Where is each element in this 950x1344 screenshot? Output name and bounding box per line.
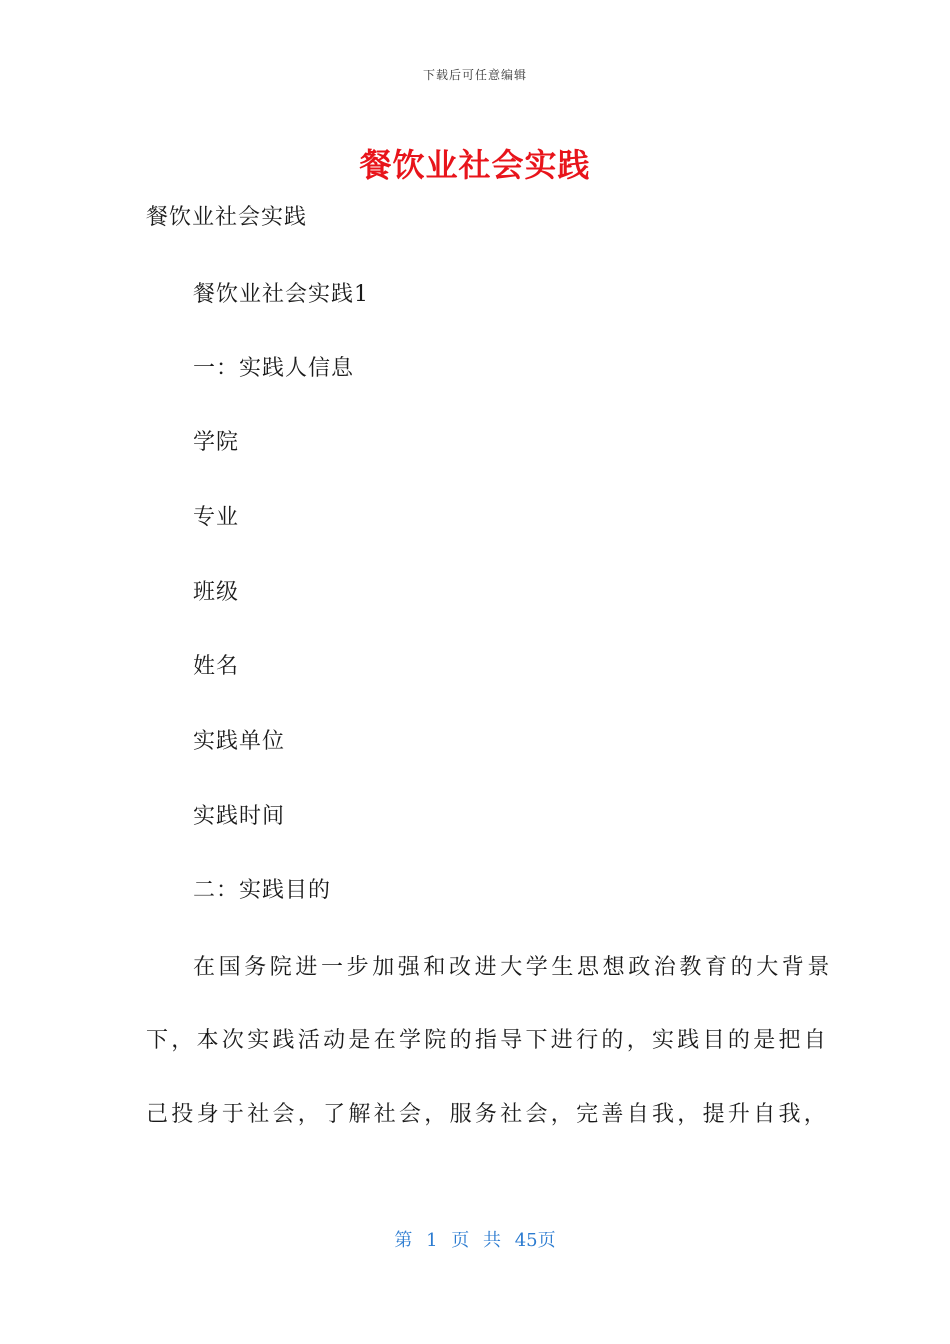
info-field-class: 班级 <box>193 580 240 605</box>
info-field-college: 学院 <box>193 430 240 455</box>
paragraph-line: 己投身于社会，了解社会，服务社会，完善自我，提升自我， <box>146 1102 830 1127</box>
document-subtitle: 餐饮业社会实践 <box>146 205 308 230</box>
info-field-major: 专业 <box>193 505 240 530</box>
info-field-time: 实践时间 <box>193 804 286 829</box>
purpose-heading: 二：实践目的 <box>193 878 332 903</box>
info-field-unit: 实践单位 <box>193 729 286 754</box>
header-note: 下载后可任意编辑 <box>422 68 527 82</box>
paragraph-line: 下，本次实践活动是在学院的指导下进行的，实践目的是把自 <box>146 1028 830 1053</box>
page-number-footer: 第 1 页 共 45页 <box>394 1230 556 1251</box>
section-title: 餐饮业社会实践1 <box>193 282 369 307</box>
info-heading: 一：实践人信息 <box>193 356 355 381</box>
info-field-name: 姓名 <box>193 654 240 679</box>
document-title: 餐饮业社会实践 <box>359 146 591 184</box>
paragraph-line: 在国务院进一步加强和改进大学生思想政治教育的大背景 <box>193 955 834 980</box>
